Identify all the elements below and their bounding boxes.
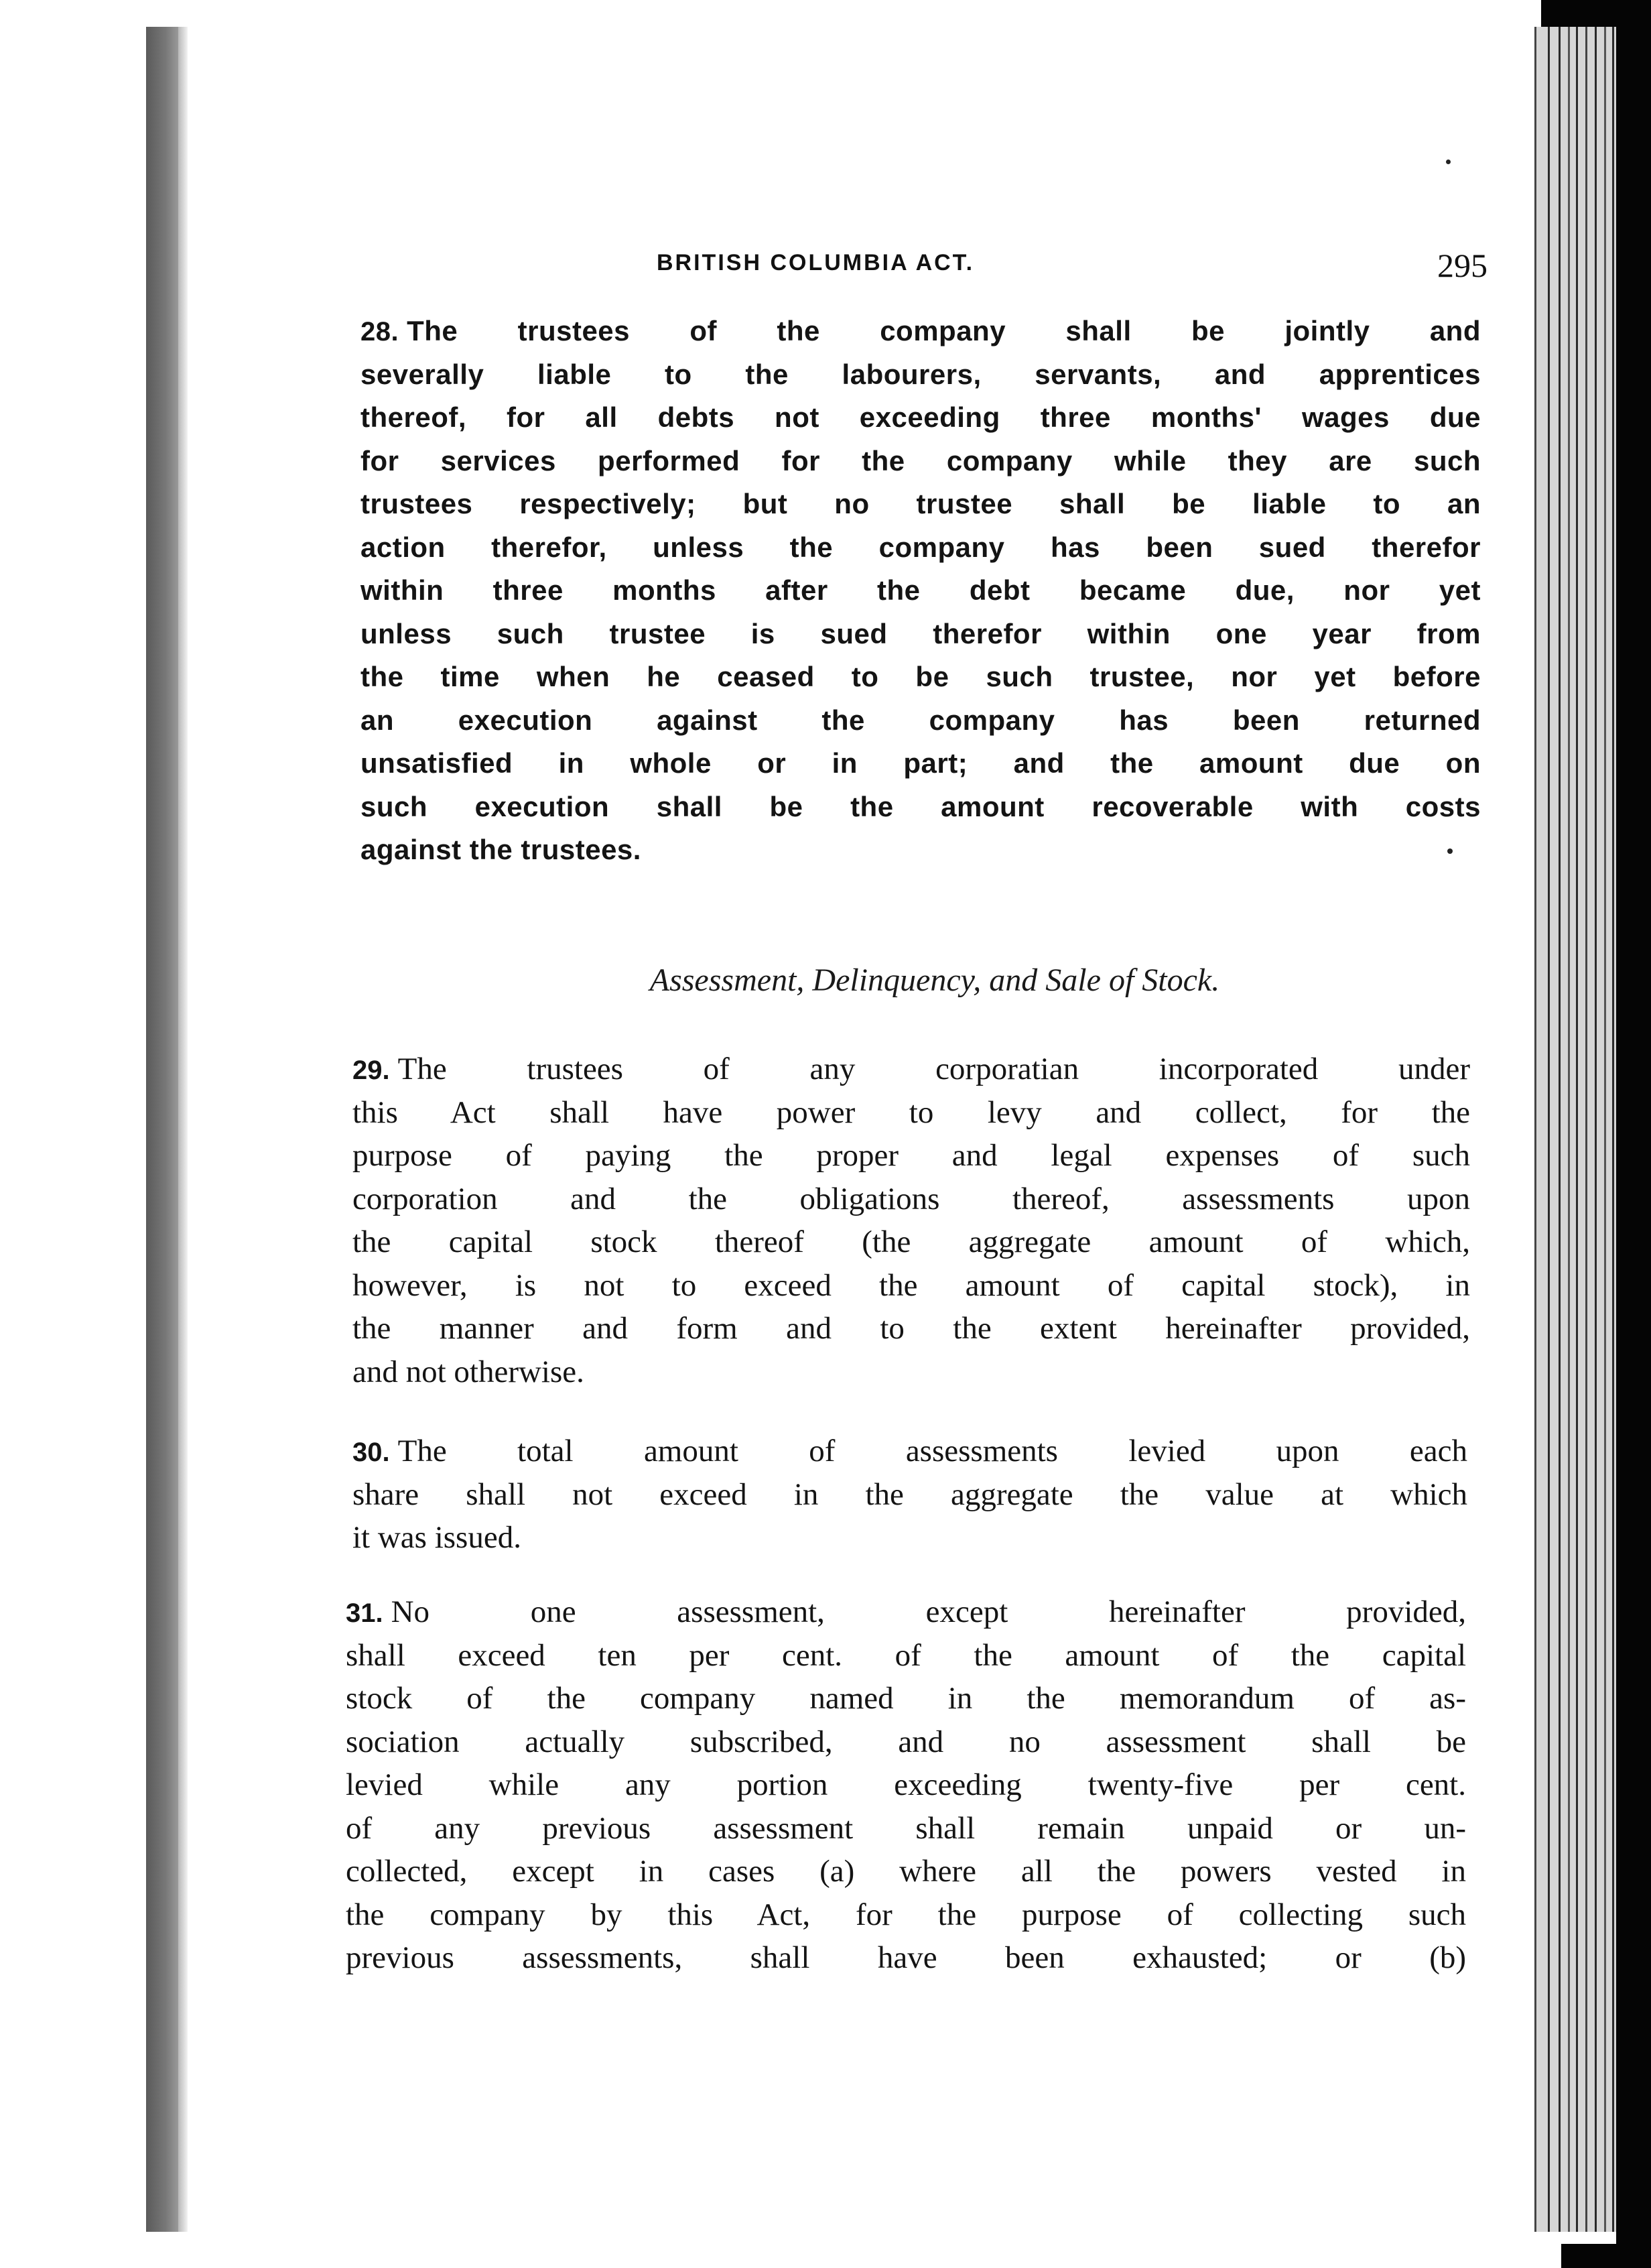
text-line: such execution shall be the amount recoverable with costs	[360, 790, 1481, 822]
scan-border-bottom	[1561, 2244, 1651, 2268]
section-number: 28.	[360, 317, 399, 346]
scan-border-right	[1616, 0, 1651, 2268]
text-line: for services performed for the company while they are such	[360, 444, 1481, 477]
section-heading: Assessment, Delinquency, and Sale of Stock.	[649, 962, 1220, 998]
text-line: and not otherwise.	[352, 1354, 584, 1389]
book-gutter	[146, 27, 178, 2232]
text-line: 29. The trustees of any corporatian incorporated under	[352, 1052, 1470, 1086]
text-line: an execution against the company has been returned	[360, 704, 1481, 736]
text-line: 31. No one assessment, except hereinafter provided,	[346, 1594, 1466, 1629]
text-line: the manner and form and to the extent hereinafter provided,	[352, 1311, 1470, 1346]
section-31	[346, 1590, 1466, 1980]
page-number: 295	[1437, 247, 1488, 284]
text-line: this Act shall have power to levy and collect, for the	[352, 1094, 1470, 1130]
gutter-shadow	[178, 27, 188, 2232]
section-number: 29.	[352, 1056, 390, 1085]
text-line: levied while any portion exceeding twenty-five per cent.	[346, 1767, 1466, 1802]
text-line: purpose of paying the proper and legal expenses of such	[352, 1138, 1470, 1173]
section-29	[352, 1048, 1470, 1393]
text-line: the company by this Act, for the purpose of collecting such	[346, 1897, 1466, 1932]
text-line: 30. The total amount of assessments levied upon each	[352, 1434, 1467, 1468]
text-line: the time when he ceased to be such trustee, nor yet before	[360, 661, 1481, 692]
text-line: thereof, for all debts not exceeding three months' wages due	[360, 401, 1481, 433]
text-line: share shall not exceed in the aggregate the value at which	[352, 1476, 1467, 1512]
text-line: corporation and the obligations thereof, assessments upon	[352, 1181, 1470, 1216]
scan-speck	[1446, 160, 1451, 164]
text-line: stock of the company named in the memorandum of as-	[346, 1681, 1466, 1716]
page-body	[188, 27, 1534, 2232]
section-number: 31.	[346, 1598, 383, 1628]
text-line: sociation actually subscribed, and no assessment shall be	[346, 1724, 1466, 1759]
text-line: unless such trustee is sued therefor within one year from	[360, 617, 1481, 649]
text-line: shall exceed ten per cent. of the amount of the capital	[346, 1637, 1466, 1673]
text-line: the capital stock thereof (the aggregate amount of which,	[352, 1224, 1470, 1259]
scan-speck	[1447, 848, 1453, 854]
text-line: against the trustees.	[360, 834, 641, 865]
text-line: trustees respectively; but no trustee shall be liable to an	[360, 488, 1481, 519]
section-30	[352, 1430, 1467, 1560]
text-line: within three months after the debt became due, nor yet	[360, 574, 1481, 606]
text-line: severally liable to the labourers, servants, and apprentices	[360, 358, 1481, 390]
text-line: 28. The trustees of the company shall be jointly and	[360, 315, 1481, 346]
page-edges	[1534, 27, 1616, 2232]
section-28	[360, 310, 1481, 872]
text-line: of any previous assessment shall remain unpaid or un-	[346, 1810, 1466, 1846]
section-number: 30.	[352, 1438, 390, 1467]
text-line: unsatisfied in whole or in part; and the amount due on	[360, 747, 1481, 779]
running-head-title: BRITISH COLUMBIA ACT.	[657, 250, 975, 275]
text-line: previous assessments, shall have been exhausted; or (b)	[346, 1940, 1466, 1975]
text-line: collected, except in cases (a) where all the powers vested in	[346, 1854, 1466, 1889]
text-line: it was issued.	[352, 1520, 521, 1555]
text-line: however, is not to exceed the amount of capital stock), in	[352, 1267, 1470, 1303]
running-head	[657, 246, 1488, 286]
text-line: action therefor, unless the company has been sued therefor	[360, 531, 1481, 563]
